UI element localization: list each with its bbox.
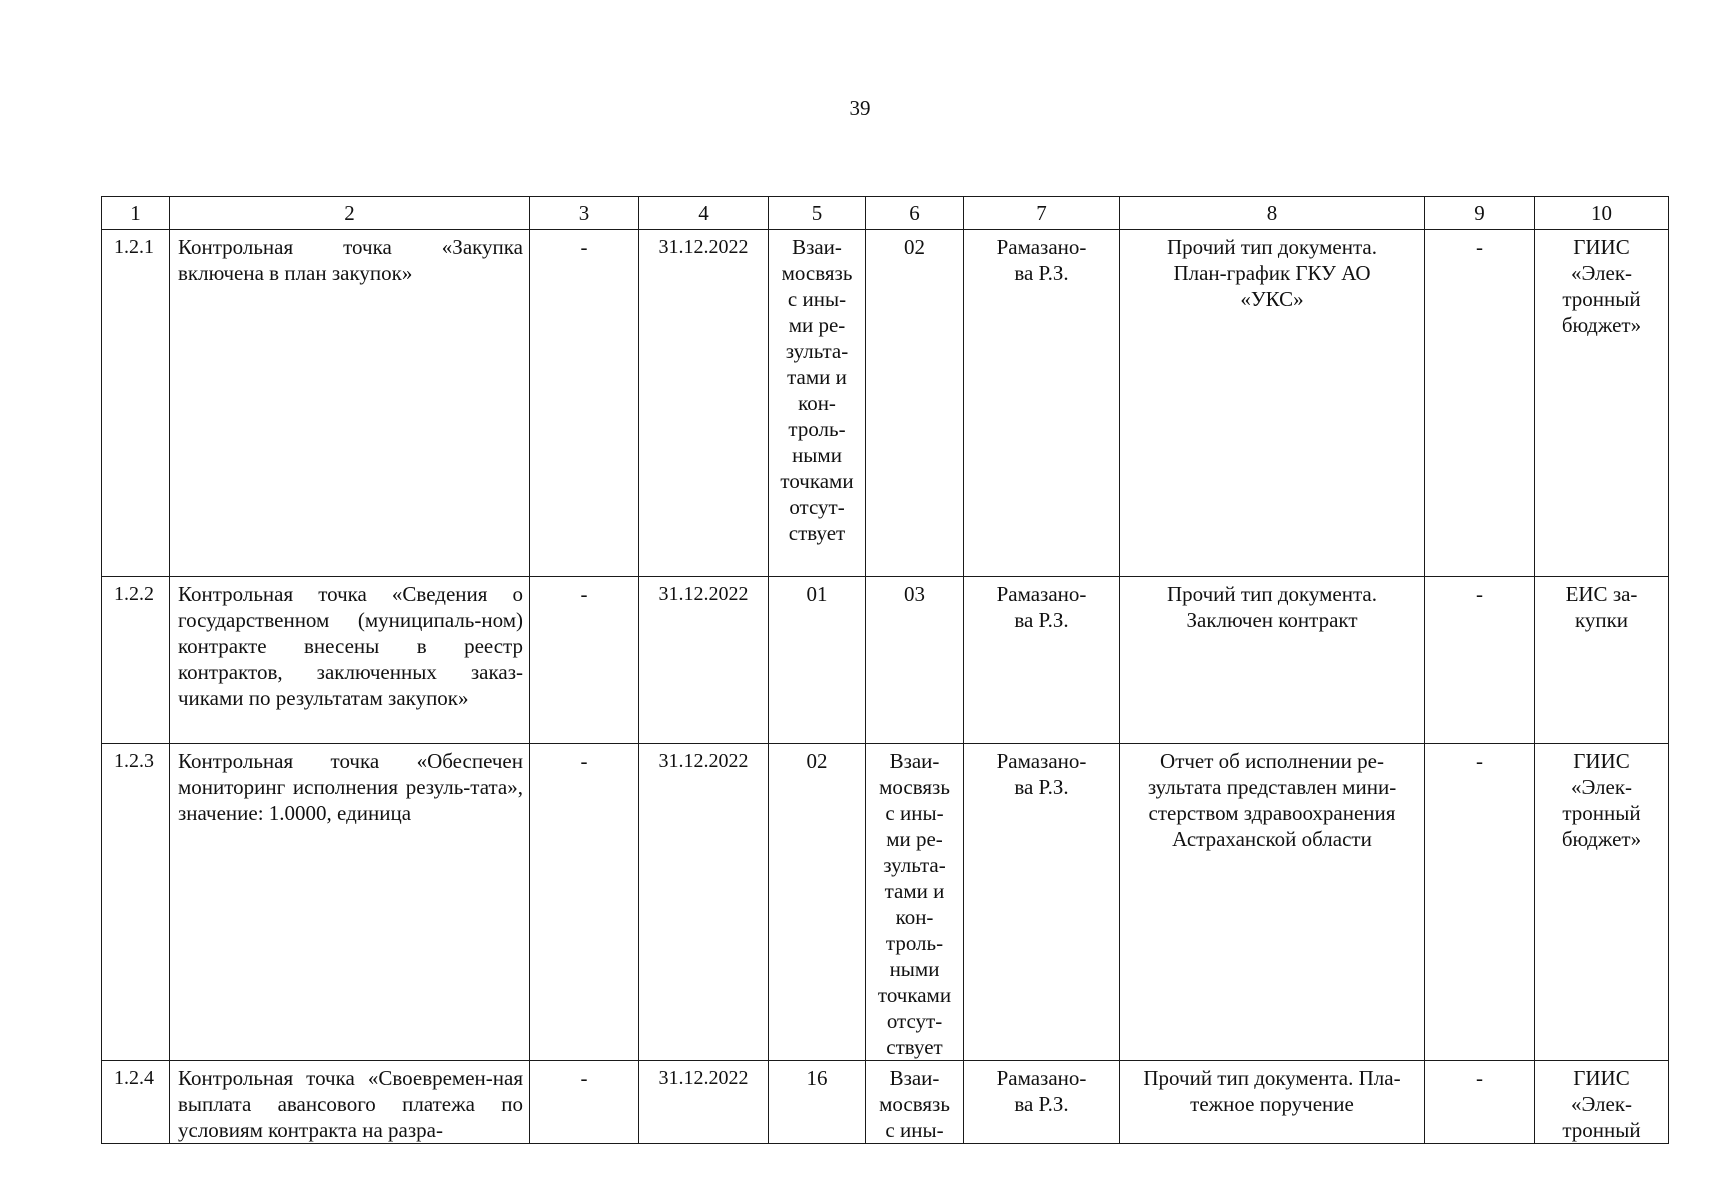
cell-line: зультата представлен мини-	[1147, 775, 1397, 799]
cell-line: ГИИС	[1573, 235, 1630, 259]
cell-line: Рамазано-	[996, 749, 1087, 773]
cell-line: тронный	[1562, 801, 1641, 825]
cell-line: «Элек-	[1570, 261, 1633, 285]
row-description: Контрольная точка «Обеспечен мониторинг исполнения резуль-тата», значение: 1.0000, единица	[170, 744, 530, 1061]
cell-line: кон-	[895, 905, 934, 929]
row-responsible	[964, 230, 1120, 577]
cell-line: точками	[780, 469, 854, 493]
page-number: 39	[849, 96, 871, 120]
row-col3: -	[530, 230, 639, 577]
cell-line: Взаи-	[792, 235, 842, 259]
cell-line: с ины-	[885, 1118, 944, 1142]
row-number: 1.2.2	[102, 577, 170, 744]
cell-line: Взаи-	[889, 749, 940, 773]
row-col3: -	[530, 577, 639, 744]
row-date: 31.12.2022	[639, 744, 769, 1061]
cell-line: ЕИС за-	[1565, 582, 1638, 606]
cell-line: ва Р.З.	[1014, 775, 1069, 799]
cell-line: мосвязь	[879, 775, 950, 799]
cell-line: ва Р.З.	[1014, 1092, 1069, 1116]
cell-line: Рамазано-	[996, 582, 1087, 606]
cell-line: стерством здравоохранения	[1148, 801, 1396, 825]
cell-line: Заключен контракт	[1186, 608, 1358, 632]
cell-line: 03	[904, 582, 925, 606]
row-number: 1.2.3	[102, 744, 170, 1061]
cell-line: «УКС»	[1240, 287, 1304, 311]
header-cell: 8	[1120, 197, 1425, 230]
cell-line: «Элек-	[1570, 775, 1633, 799]
row-col9: -	[1425, 1061, 1535, 1144]
cell-line: Взаи-	[889, 1066, 940, 1090]
row-date: 31.12.2022	[639, 1061, 769, 1144]
cell-line: с ины-	[885, 801, 944, 825]
row-col6	[866, 230, 964, 577]
row-system	[1535, 744, 1669, 1061]
row-responsible	[964, 1061, 1120, 1144]
row-system	[1535, 577, 1669, 744]
cell-line: кон-	[798, 391, 836, 415]
row-document	[1120, 577, 1425, 744]
row-description: Контрольная точка «Своевремен-ная выплата авансового платежа по условиям контракта на разра-	[170, 1061, 530, 1144]
cell-line: купки	[1574, 608, 1629, 632]
cell-line: тами и	[787, 365, 847, 389]
table-header-row	[102, 197, 1669, 230]
cell-line: ГИИС	[1573, 1066, 1630, 1090]
cell-line: Прочий тип документа.	[1167, 235, 1377, 259]
cell-line: зульта-	[883, 853, 946, 877]
row-date: 31.12.2022	[639, 230, 769, 577]
cell-line: Прочий тип документа. Пла-	[1143, 1066, 1401, 1090]
header-cell: 9	[1425, 197, 1535, 230]
cell-line: бюджет»	[1561, 313, 1642, 337]
cell-line: ми ре-	[788, 313, 846, 337]
cell-line: ствует	[788, 521, 846, 545]
row-document	[1120, 1061, 1425, 1144]
cell-line: Отчет об исполнении ре-	[1160, 749, 1384, 773]
cell-line: тами и	[884, 879, 945, 903]
row-col9: -	[1425, 230, 1535, 577]
row-number: 1.2.4	[102, 1061, 170, 1144]
row-col5	[769, 230, 866, 577]
cell-line: зульта-	[785, 339, 849, 363]
header-cell: 5	[769, 197, 866, 230]
row-col6	[866, 1061, 964, 1144]
cell-line: 02	[904, 235, 925, 259]
header-cell: 4	[639, 197, 769, 230]
cell-line: тежное поручение	[1190, 1092, 1354, 1116]
header-cell: 1	[102, 197, 170, 230]
cell-line: 16	[806, 1066, 828, 1090]
row-system	[1535, 230, 1669, 577]
cell-line: 02	[806, 749, 828, 773]
cell-line: 01	[806, 582, 828, 606]
cell-line: троль-	[788, 417, 846, 441]
cell-line: Рамазано-	[996, 1066, 1087, 1090]
table-row	[102, 577, 1669, 744]
cell-line: мосвязь	[781, 261, 853, 285]
row-col5	[769, 577, 866, 744]
header-cell: 6	[866, 197, 964, 230]
header-cell: 10	[1535, 197, 1669, 230]
row-document	[1120, 744, 1425, 1061]
cell-line: отсут-	[789, 495, 845, 519]
row-col3: -	[530, 1061, 639, 1144]
row-system	[1535, 1061, 1669, 1144]
table-row	[102, 1061, 1669, 1144]
header-cell: 7	[964, 197, 1120, 230]
row-number: 1.2.1	[102, 230, 170, 577]
cell-line: отсут-	[886, 1009, 943, 1033]
cell-line: с ины-	[787, 287, 847, 311]
cell-line: Рамазано-	[996, 235, 1087, 259]
row-col5	[769, 1061, 866, 1144]
cell-line: ными	[889, 957, 940, 981]
cell-line: тронный	[1562, 287, 1641, 311]
header-cell: 3	[530, 197, 639, 230]
cell-line: «Элек-	[1570, 1092, 1633, 1116]
cell-line: ГИИС	[1573, 749, 1630, 773]
row-document	[1120, 230, 1425, 577]
row-col9: -	[1425, 744, 1535, 1061]
cell-line: ва Р.З.	[1014, 261, 1069, 285]
cell-line: точками	[877, 983, 952, 1007]
cell-line: мосвязь	[879, 1092, 950, 1116]
header-cell: 2	[170, 197, 530, 230]
row-description: Контрольная точка «Сведения о государственном (муниципаль-ном) контракте внесены в реестр контрактов, заключенных заказ-чиками по результатам закупок»	[170, 577, 530, 744]
table-row	[102, 744, 1669, 1061]
row-responsible	[964, 577, 1120, 744]
cell-line: ва Р.З.	[1014, 608, 1069, 632]
control-points-table	[101, 196, 1669, 1144]
cell-line: троль-	[885, 931, 944, 955]
row-col9: -	[1425, 577, 1535, 744]
row-col3: -	[530, 744, 639, 1061]
row-description: Контрольная точка «Закупка включена в план закупок»	[170, 230, 530, 577]
cell-line: ми ре-	[886, 827, 943, 851]
cell-line: Прочий тип документа.	[1167, 582, 1377, 606]
cell-line: тронный	[1562, 1118, 1641, 1142]
row-col5	[769, 744, 866, 1061]
table-row	[102, 230, 1669, 577]
row-col6	[866, 577, 964, 744]
row-responsible	[964, 744, 1120, 1061]
cell-line: План-график ГКУ АО	[1173, 261, 1371, 285]
cell-line: ными	[792, 443, 842, 467]
row-col6	[866, 744, 964, 1061]
cell-line: бюджет»	[1561, 827, 1642, 851]
row-date: 31.12.2022	[639, 577, 769, 744]
cell-line: ствует	[886, 1035, 943, 1059]
cell-line: Астраханской области	[1172, 827, 1372, 851]
